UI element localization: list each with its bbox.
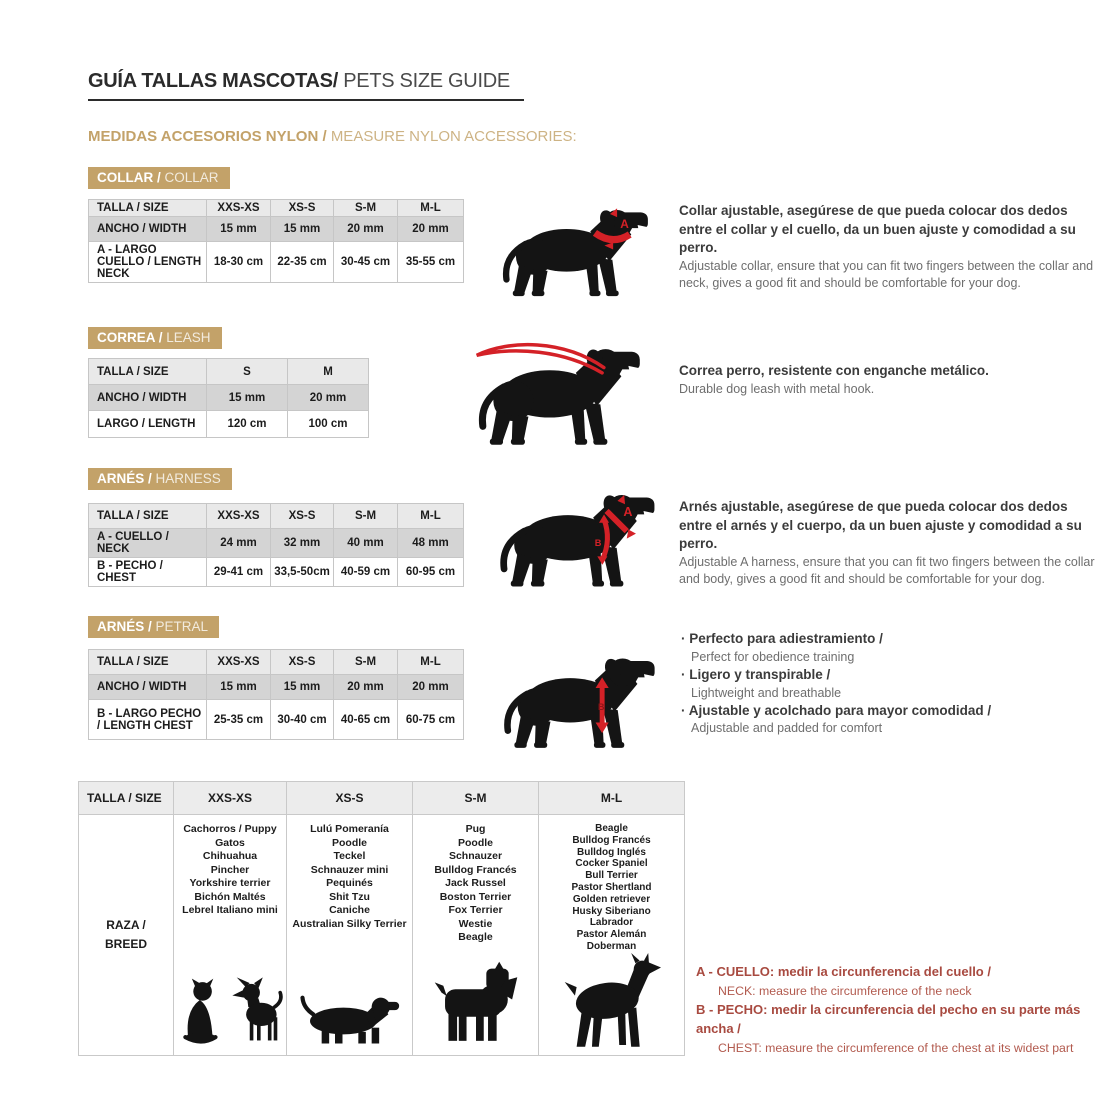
value-cell: 18-30 cm <box>207 242 271 283</box>
mark-letter-b: B <box>594 538 602 549</box>
breed-item: Lulú Pomeranía <box>310 823 389 835</box>
collar-badge-en: COLLAR <box>164 170 219 185</box>
breed-item: Bichón Maltés <box>194 890 266 903</box>
harness-desc-es: Arnés ajustable, asegúrese de que pueda colocar dos dedos entre el arnés y el cuerpo, da un buen ajuste y comodidad a su perro. <box>679 499 1082 552</box>
page-title-en: PETS SIZE GUIDE <box>337 70 510 92</box>
value-cell: 32 mm <box>271 529 334 558</box>
leash-badge-en: LEASH <box>166 330 211 345</box>
page-title-es: GUÍA TALLAS MASCOTAS/ <box>88 70 338 92</box>
breed-item: Poodle <box>331 836 367 849</box>
value-cell: 60-95 cm <box>398 558 464 587</box>
breed-cell-m-l <box>539 815 685 1056</box>
collar-desc-en: Adjustable collar, ensure that you can fit two fingers between the collar and neck, gives a good fit and should be comfortable for your dog. <box>679 258 1094 291</box>
value-cell: 120 cm <box>207 411 288 438</box>
breed-item: Bull Terrier <box>585 870 638 882</box>
value-cell: 40-65 cm <box>334 700 398 740</box>
header-cell: XS-S <box>271 200 334 217</box>
breed-item: Golden retriever <box>572 893 651 905</box>
header-cell: XXS-XS <box>174 782 287 815</box>
mark-letter-b: B <box>598 702 605 713</box>
harness-badge-en: HARNESS <box>155 471 221 486</box>
table-row <box>89 242 464 283</box>
header-cell: M-L <box>398 504 464 529</box>
table-row <box>89 411 369 438</box>
value-cell: 29-41 cm <box>207 558 271 587</box>
breed-item: Jack Russel <box>445 877 506 889</box>
dog-harness-illustration <box>494 481 662 593</box>
header-cell: M-L <box>398 200 464 217</box>
silhouettes-xs-s <box>300 986 400 1054</box>
breed-item: Chihuahua <box>202 850 258 862</box>
value-cell: 15 mm <box>271 217 334 242</box>
leash-desc-es: Correa perro, resistente con enganche metálico. <box>679 363 989 378</box>
harness-size-table <box>88 503 464 587</box>
breed-item: Westie <box>458 917 493 930</box>
header-cell: S-M <box>334 200 398 217</box>
breed-item: Beagle <box>458 931 493 943</box>
header-cell: TALLA / SIZE <box>79 782 174 815</box>
breed-item: Australian Silky Terrier <box>292 917 407 930</box>
header-cell: TALLA / SIZE <box>89 650 207 675</box>
header-cell: XXS-XS <box>207 200 271 217</box>
value-cell: 15 mm <box>207 385 288 411</box>
value-cell: 15 mm <box>207 675 271 700</box>
value-cell: 24 mm <box>207 529 271 558</box>
petral-bullet-en: Adjustable and padded for comfort <box>691 721 883 736</box>
table-row <box>89 217 464 242</box>
table-row <box>89 700 464 740</box>
value-cell: 20 mm <box>288 385 369 411</box>
header-cell: S-M <box>413 782 539 815</box>
dog-petral-illustration <box>498 642 662 757</box>
collar-size-table <box>88 199 464 283</box>
breed-cell-xs-s <box>287 815 413 1056</box>
value-cell: 40-59 cm <box>334 558 398 587</box>
mark-letter-a: A <box>620 217 629 232</box>
header-cell: XXS-XS <box>207 650 271 675</box>
breed-item: Shit Tzu <box>329 890 370 903</box>
value-cell: 22-35 cm <box>271 242 334 283</box>
page-title <box>88 70 524 101</box>
breed-item: Teckel <box>333 850 366 862</box>
harness-description <box>679 498 1100 588</box>
header-cell: M-L <box>398 650 464 675</box>
breed-row-label-2: BREED <box>104 937 147 951</box>
value-cell: 48 mm <box>398 529 464 558</box>
breed-item: Bulldog Francés <box>434 863 517 876</box>
breed-item: Bulldog Inglés <box>577 846 646 858</box>
silhouettes-m-l <box>563 953 661 1059</box>
breed-item: Fox Terrier <box>448 904 503 916</box>
breed-item: Schnauzer mini <box>310 863 389 876</box>
value-cell: 20 mm <box>334 675 398 700</box>
dog-leash-illustration <box>462 336 658 450</box>
breed-item: Cachorros / Puppy <box>183 823 277 835</box>
table-row <box>79 782 685 815</box>
breed-list-xxs-xs <box>182 816 278 918</box>
table-row <box>89 650 464 675</box>
label-cell: ANCHO / WIDTH <box>89 385 207 411</box>
breed-item: Boston Terrier <box>439 890 512 903</box>
value-cell: 33,5-50cm <box>271 558 334 587</box>
page-subtitle-es: MEDIDAS ACCESORIOS NYLON / <box>88 128 331 145</box>
header-cell: XXS-XS <box>207 504 271 529</box>
value-cell: 35-55 cm <box>398 242 464 283</box>
collar-badge-es: COLLAR / <box>97 170 165 185</box>
leash-section-badge <box>88 327 222 349</box>
harness-section-badge <box>88 468 232 490</box>
value-cell: 100 cm <box>288 411 369 438</box>
table-row <box>89 558 464 587</box>
table-row <box>89 504 464 529</box>
note-b-en: CHEST: measure the circumference of the chest at its widest part <box>718 1040 1074 1055</box>
breed-item: Lebrel Italiano mini <box>182 904 278 916</box>
breed-item: Pastor Shertland <box>571 881 652 893</box>
header-cell: S-M <box>334 504 398 529</box>
header-cell: TALLA / SIZE <box>89 504 207 529</box>
header-cell: TALLA / SIZE <box>89 200 207 217</box>
value-cell: 30-45 cm <box>334 242 398 283</box>
breed-row-label-cell <box>79 815 174 1056</box>
breed-item: Schnauzer <box>448 850 503 862</box>
table-row <box>79 815 685 1056</box>
label-cell: ANCHO / WIDTH <box>89 675 207 700</box>
breed-item: Pequinés <box>326 877 373 889</box>
table-row <box>89 200 464 217</box>
value-cell: 20 mm <box>398 675 464 700</box>
petral-bullet-es: · Perfecto para adiestramiento / <box>681 631 883 646</box>
petral-bullet-es: · Ajustable y acolchado para mayor comodidad / <box>681 702 992 718</box>
harness-desc-en: Adjustable A harness, ensure that you can fit two fingers between the collar and body, gives a good fit and should be comfortable for your dog. <box>679 554 1095 587</box>
breed-size-table <box>78 781 685 1056</box>
label-cell: ANCHO / WIDTH <box>89 217 207 242</box>
measurement-notes <box>696 962 1100 1057</box>
header-cell: XS-S <box>271 650 334 675</box>
label-cell: B - PECHO / CHEST <box>89 558 207 587</box>
page-subtitle-en: MEASURE NYLON ACCESSORIES: <box>330 128 577 145</box>
chihuahua-silhouette-icon <box>228 974 286 1046</box>
petral-bullet-en: Perfect for obedience training <box>691 649 855 664</box>
header-cell: TALLA / SIZE <box>89 359 207 385</box>
breed-item: Cocker Spaniel <box>575 858 648 870</box>
value-cell: 25-35 cm <box>207 700 271 740</box>
breed-item: Caniche <box>329 904 370 916</box>
breed-item: Bulldog Francés <box>572 834 651 846</box>
collar-section-badge <box>88 167 230 189</box>
note-b-es: B - PECHO: medir la circunferencia del pecho en su parte más ancha / <box>696 1001 1081 1037</box>
leash-description <box>679 362 1100 398</box>
table-row <box>89 675 464 700</box>
silhouettes-xxs-xs <box>174 974 286 1054</box>
leash-desc-en: Durable dog leash with metal hook. <box>679 381 875 396</box>
petral-bullet-en: Lightweight and breathable <box>691 685 842 700</box>
dog-collar-illustration <box>497 198 655 301</box>
header-cell: XS-S <box>287 782 413 815</box>
breed-item: Poodle <box>457 836 493 849</box>
header-cell: XS-S <box>271 504 334 529</box>
breed-list-m-l <box>571 816 651 953</box>
harness-badge-es: ARNÉS / <box>97 471 156 486</box>
breed-item: Labrador <box>589 917 634 929</box>
header-cell: M <box>288 359 369 385</box>
page-subtitle <box>88 128 577 146</box>
petral-features <box>681 630 1100 738</box>
value-cell: 40 mm <box>334 529 398 558</box>
petral-bullet-es: · Ligero y transpirable / <box>681 666 831 682</box>
breed-item: Pastor Alemán <box>576 929 647 941</box>
leash-size-table <box>88 358 369 438</box>
doberman-silhouette-icon <box>563 953 661 1051</box>
value-cell: 15 mm <box>207 217 271 242</box>
value-cell: 30-40 cm <box>271 700 334 740</box>
table-row <box>89 385 369 411</box>
breed-item: Husky Siberiano <box>572 905 651 917</box>
breed-item: Pug <box>465 823 486 835</box>
petral-badge-es: ARNÉS / <box>97 619 156 634</box>
label-cell: A - CUELLO / NECK <box>89 529 207 558</box>
breed-item: Gatos <box>215 836 245 849</box>
table-row <box>89 529 464 558</box>
petral-badge-en: PETRAL <box>155 619 209 634</box>
collar-description <box>679 202 1100 292</box>
breed-row-label-1: RAZA / <box>106 918 146 933</box>
label-cell: B - LARGO PECHO / LENGTH CHEST <box>89 700 207 740</box>
note-a-en: NECK: measure the circumference of the neck <box>718 983 972 998</box>
leash-badge-es: CORREA / <box>97 330 167 345</box>
breed-item: Pincher <box>210 863 250 876</box>
breed-list-xs-s <box>292 816 406 931</box>
label-cell: A - LARGO CUELLO / LENGTH NECK <box>89 242 207 283</box>
breed-cell-xxs-xs <box>174 815 287 1056</box>
header-cell: M-L <box>539 782 685 815</box>
value-cell: 20 mm <box>334 217 398 242</box>
dachshund-silhouette-icon <box>300 986 400 1046</box>
value-cell: 20 mm <box>398 217 464 242</box>
header-cell: S-M <box>334 650 398 675</box>
petral-size-table <box>88 649 464 740</box>
cat-silhouette-icon <box>174 974 224 1046</box>
value-cell: 15 mm <box>271 675 334 700</box>
schnauzer-silhouette-icon <box>433 960 519 1046</box>
breed-item: Doberman <box>586 940 637 952</box>
mark-letter-a: A <box>623 505 633 519</box>
breed-item: Beagle <box>595 823 628 834</box>
breed-item: Yorkshire terrier <box>189 877 271 889</box>
breed-list-s-m <box>434 816 516 945</box>
note-a-es: A - CUELLO: medir la circunferencia del cuello / <box>696 964 991 979</box>
collar-desc-es: Collar ajustable, asegúrese de que pueda colocar dos dedos entre el collar y el cuello, da un buen ajuste y comodidad a su perro. <box>679 203 1076 256</box>
value-cell: 60-75 cm <box>398 700 464 740</box>
header-cell: S <box>207 359 288 385</box>
petral-section-badge <box>88 616 219 638</box>
label-cell: LARGO / LENGTH <box>89 411 207 438</box>
table-row <box>89 359 369 385</box>
silhouettes-s-m <box>433 960 519 1054</box>
breed-cell-s-m <box>413 815 539 1056</box>
